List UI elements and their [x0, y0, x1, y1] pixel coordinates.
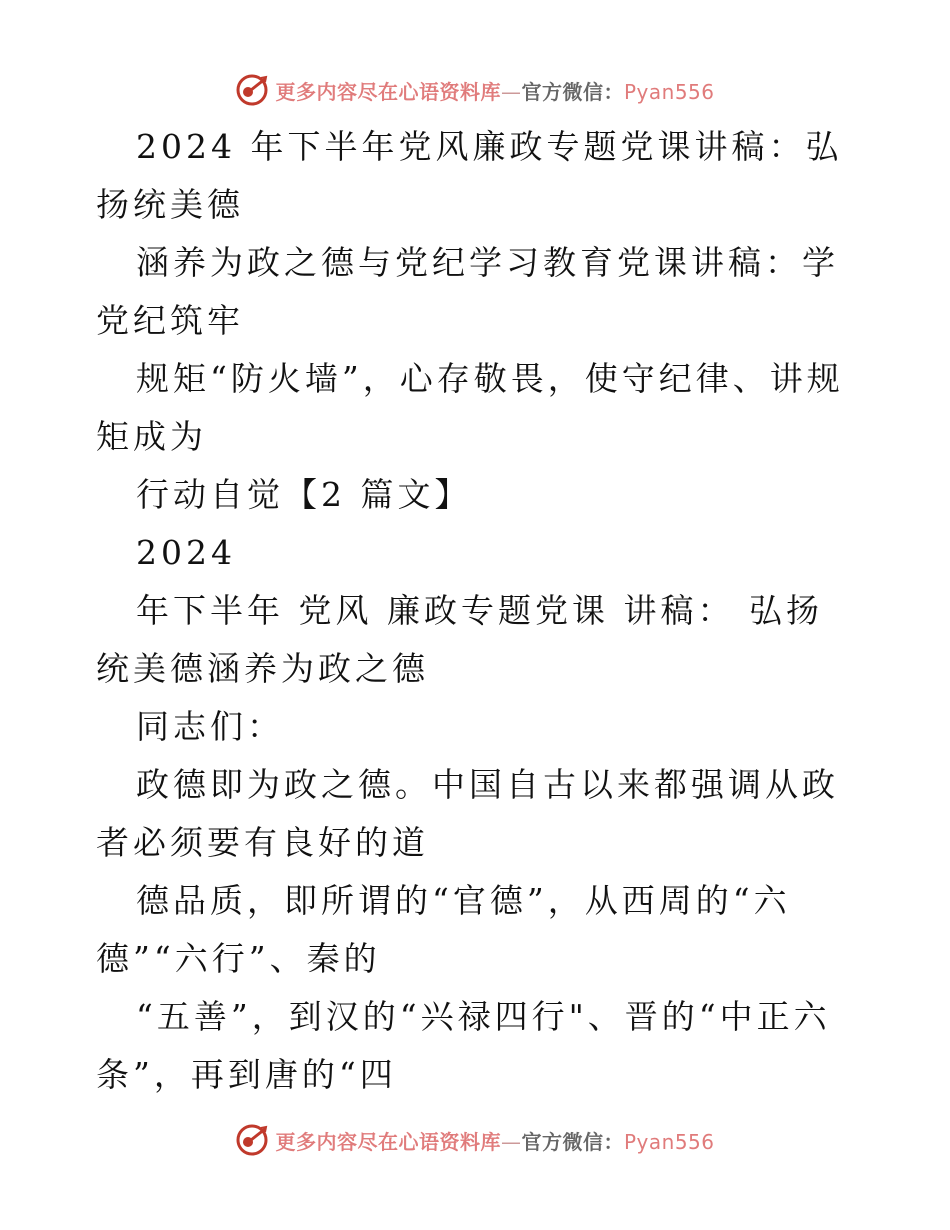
logo-icon: [235, 73, 269, 107]
footer-banner: [0, 1118, 950, 1162]
banner-wechat-id: Pyan556: [623, 79, 715, 104]
title-paragraph: 行动自觉【2 篇文】: [136, 475, 472, 514]
banner-separator: —: [500, 79, 522, 104]
body-paragraph: 政德即为政之德。中国自古以来都强调从政者必须要有良好的道: [96, 765, 839, 862]
banner-wechat-id: Pyan556: [623, 1129, 715, 1154]
banner-label: 官方微信：: [521, 1129, 624, 1154]
banner-text: [275, 1126, 714, 1155]
body-paragraph: 德品质，即所谓的“官德”，从西周的“六 德”“六行”、秦的: [96, 881, 791, 978]
banner-separator: —: [500, 1129, 522, 1154]
title-paragraph: 涵养为政之德与党纪学习教育党课讲稿：学党纪筑牢: [96, 243, 839, 340]
title-paragraph: 2024 年下半年党风廉政专题党课讲稿：弘扬统美德: [96, 127, 843, 224]
body-paragraph: “五善”，到汉的“兴禄四行"、晋的“中正六条”，再到唐的“四: [96, 997, 831, 1094]
document-body: [96, 118, 856, 1104]
banner-label: 官方微信：: [521, 79, 624, 104]
title-paragraph: 规矩“防火墙”，心存敬畏，使守纪律、讲规矩成为: [96, 359, 844, 456]
logo-icon: [235, 1123, 269, 1157]
subtitle-paragraph: 年下半年 党风 廉政专题党课 讲稿： 弘扬统美德涵养为政之德: [96, 591, 823, 688]
year-paragraph: 2024: [136, 533, 236, 572]
banner-main-text: 更多内容尽在心语资料库: [275, 1129, 501, 1154]
greeting-paragraph: 同志们：: [136, 707, 284, 746]
header-banner: [0, 68, 950, 112]
banner-text: [275, 76, 714, 105]
banner-main-text: 更多内容尽在心语资料库: [275, 79, 501, 104]
